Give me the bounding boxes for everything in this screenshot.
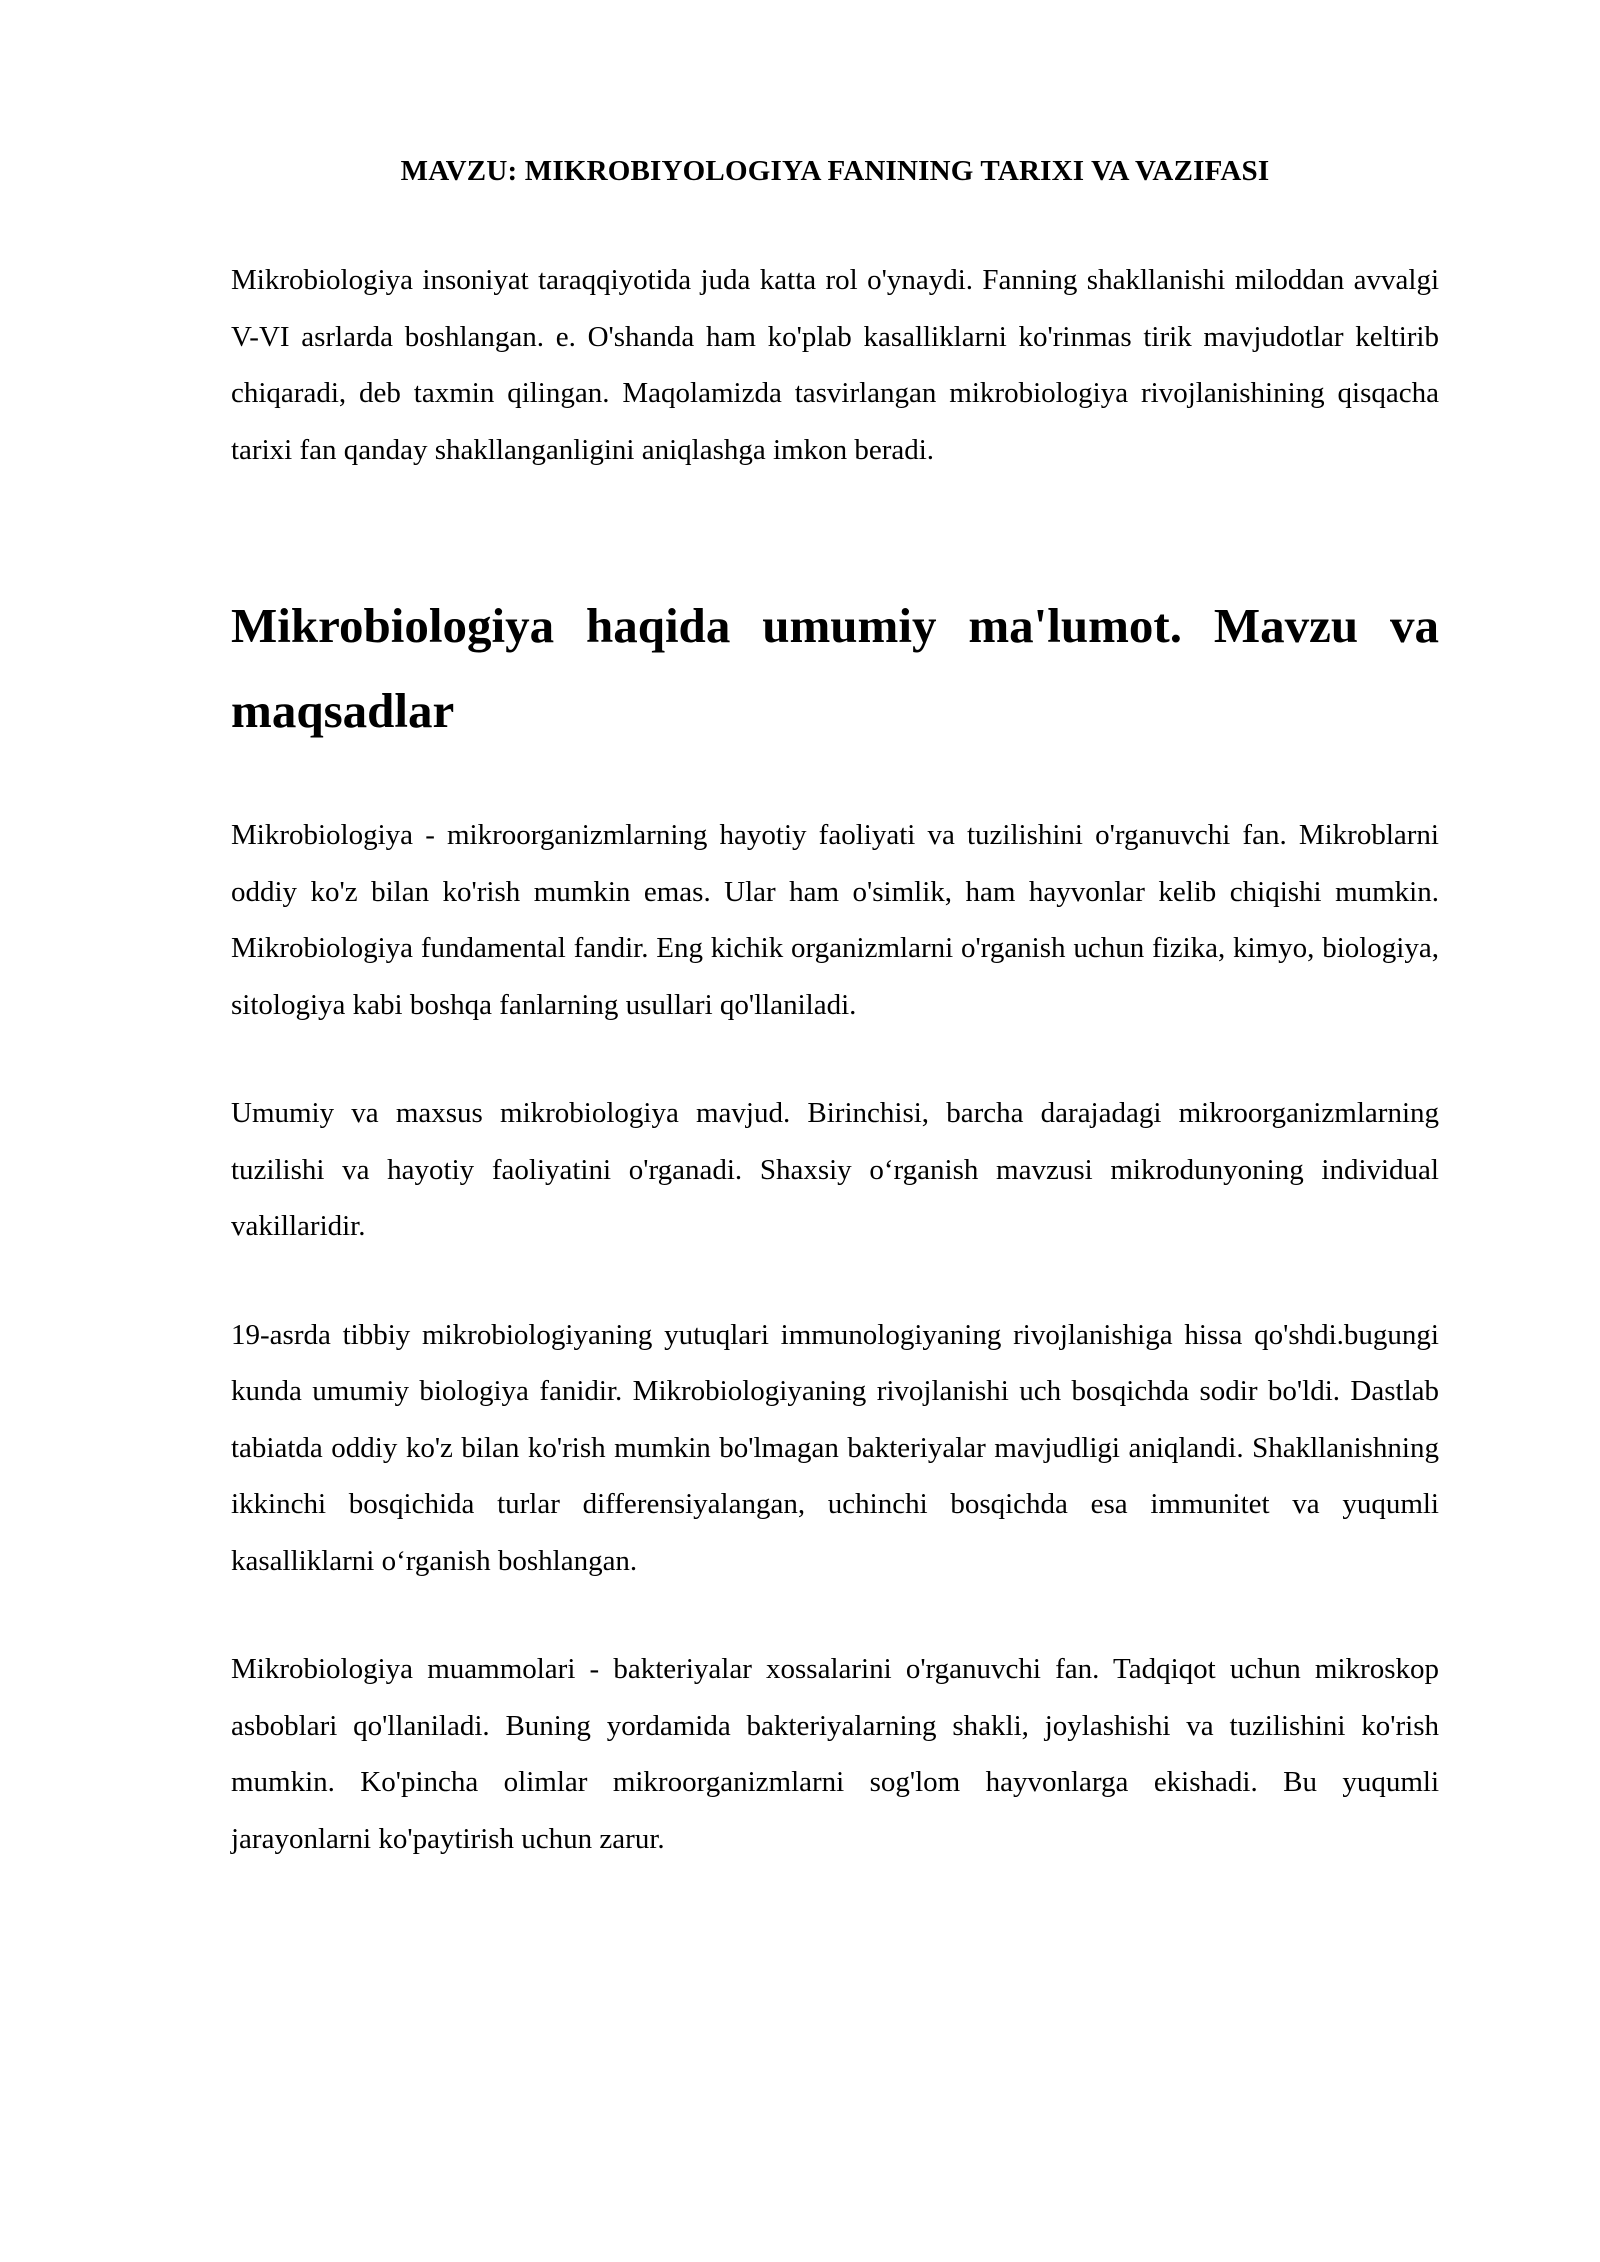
document-body: [231, 150, 1439, 1867]
body-paragraph-4: Mikrobiologiya muammolari - bakteriyalar xossalarini o'rganuvchi fan. Tadqiqot uchun mikroskop asboblari qo'llaniladi. Buning yordamida bakteriyalarning shakli, joylashishi va tuzilishini ko'rish mumkin. Ko'pincha olimlar mikroorganizmlarni sog'lom hayvonlarga ekishadi. Bu yuqumli jarayonlarni ko'paytirish uchun zarur.: [231, 1653, 1439, 1855]
section-heading: Mikrobiologiya haqida umumiy ma'lumot. Mavzu va maqsadlar: [231, 598, 1439, 738]
body-paragraph-2: Umumiy va maxsus mikrobiologiya mavjud. Birinchisi, barcha darajadagi mikroorganizmlarning tuzilishi va hayotiy faoliyatini o'rganadi. Shaxsiy o‘rganish mavzusi mikrodunyoning individual vakillaridir.: [231, 1097, 1439, 1242]
intro-paragraph: Mikrobiologiya insoniyat taraqqiyotida juda katta rol o'ynaydi. Fanning shakllanishi miloddan avvalgi V-VI asrlarda boshlangan. e. O'shanda ham ko'plab kasalliklarni ko'rinmas tirik mavjudotlar keltirib chiqaradi, deb taxmin qilingan. Maqolamizda tasvirlangan mikrobiologiya rivojlanishining qisqacha tarixi fan qanday shakllanganligini aniqlashga imkon beradi.: [231, 264, 1439, 466]
body-paragraph-1: Mikrobiologiya - mikroorganizmlarning hayotiy faoliyati va tuzilishini o'rganuvchi fan. Mikroblarni oddiy ko'z bilan ko'rish mumkin emas. Ular ham o'simlik, ham hayvonlar kelib chiqishi mumkin. Mikrobiologiya fundamental fandir. Eng kichik organizmlarni o'rganish uchun fizika, kimyo, biologiya, sitologiya kabi boshqa fanlarning usullari qo'llaniladi.: [231, 819, 1439, 1021]
body-paragraph-3: 19-asrda tibbiy mikrobiologiyaning yutuqlari immunologiyaning rivojlanishiga hissa qo'shdi.bugungi kunda umumiy biologiya fanidir. Mikrobiologiyaning rivojlanishi uch bosqichda sodir bo'ldi. Dastlab tabiatda oddiy ko'z bilan ko'rish mumkin bo'lmagan bakteriyalar mavjudligi aniqlandi. Shakllanishning ikkinchi bosqichida turlar differensiyalangan, uchinchi bosqichda esa immunitet va yuqumli kasalliklarni o‘rganish boshlangan.: [231, 1318, 1439, 1577]
document-title: MAVZU: MIKROBIYOLOGIYA FANINING TARIXI VA VAZIFASI: [400, 155, 1270, 187]
